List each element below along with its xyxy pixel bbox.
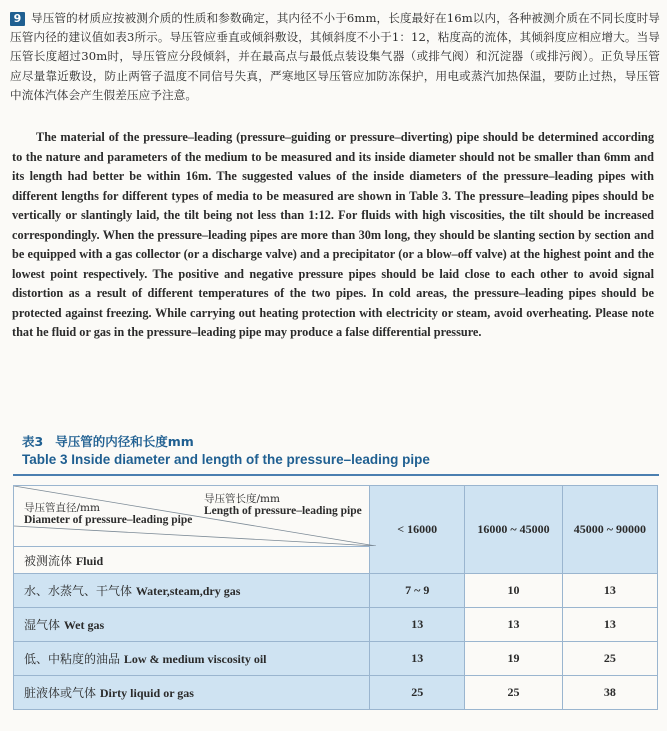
row-label — [14, 608, 370, 642]
row-label — [14, 642, 370, 676]
row-label — [14, 676, 370, 710]
table-cell: 7 ~ 9 — [370, 574, 465, 608]
column-header-3: 45000 ~ 90000 — [562, 486, 657, 574]
table-row — [14, 676, 658, 710]
row-label-cn: 水、水蒸气、干气体 — [24, 584, 133, 598]
row-label-cn: 脏液体或气体 — [24, 686, 97, 700]
table-cell: 13 — [370, 608, 465, 642]
table-row — [14, 608, 658, 642]
row-label — [14, 574, 370, 608]
table-cell: 10 — [465, 574, 562, 608]
section-number-badge: 9 — [10, 12, 25, 26]
table-cell: 13 — [465, 608, 562, 642]
table-row — [14, 642, 658, 676]
row-label-en: Water,steam,dry gas — [135, 584, 241, 598]
header-fluid-cn: 被测流体 — [24, 553, 73, 568]
table-cell: 25 — [370, 676, 465, 710]
chinese-paragraph — [10, 9, 660, 105]
row-label-cn: 低、中粘度的油品 — [24, 652, 121, 666]
column-header-1: < 16000 — [370, 486, 465, 574]
row-label-en: Wet gas — [63, 618, 105, 632]
table-cell: 38 — [562, 676, 657, 710]
header-fluid-en: Fluid — [75, 553, 104, 568]
table-title-cn-text: 导压管的内径和长度mm — [55, 434, 194, 449]
table-cell: 19 — [465, 642, 562, 676]
column-header-2: 16000 ~ 45000 — [465, 486, 562, 574]
table-title-rule — [13, 474, 659, 476]
chinese-paragraph-text: 导压管的材质应按被测介质的性质和参数确定，其内径不小于6mm，长度最好在16m以内，各种被测介质在不同长度时导压管内径的建议值如表3所示。导压管应垂直或倾斜敷设，其倾斜度不小于1：12，粘度高的流体，其倾斜度应相应增大。当导压管长度超过30m时，导压管应分段倾斜，并在最高点与最低点装设集气器（或排气阀）和沉淀器（或排污阀）。正负导压管应尽量靠近敷设，防止两管子温度不同信号失真，严寒地区导压管应加防冻保护，用电或蒸汽加热保温，要防止过热，导压管中流体汽体会产生假差压应予注意。 — [10, 11, 660, 102]
table-cell: 13 — [562, 608, 657, 642]
header-diameter-cn: 导压管直径/mm — [24, 502, 100, 514]
header-length-cn: 导压管长度/mm — [204, 493, 280, 505]
table-header-row — [14, 486, 658, 547]
table-diagonal-header — [14, 486, 370, 547]
english-paragraph: The material of the pressure–leading (pressure–guiding or pressure–diverting) pipe should be determined according to the nature and parameters of the medium to be measured and its inside diameter should not be smaller than 6mm and its length had better be within 16m. The suggested values of the inside diameters of the pressure–leading pipes with different lengths for different types of media to be measured are shown in Table 3. The pressure–leading pipes should be vertically or slantingly laid, the tilt being not less than 1:12. For fluids with high viscosities, the tilt should be increased correspondingly. When the pressure–leading pipes are more than 30m long, they should be slanting section by section and be equipped with a gas collector (or a discharge valve) and a precipitator (or a blow–off valve) at the highest point and the lowest point respectively. The positive and negative pressure pipes should be laid close to each other to avoid signal distortion as a result of different temperatures of the two pipes. In cold areas, the pressure–leading pipes should be protected against freezing. While carrying out heating protection with electricity or steam, avoid overheating. Please note that he fluid or gas in the pressure–leading pipe may produce a false differential pressure. — [12, 130, 654, 339]
row-label-cn: 湿气体 — [24, 618, 61, 632]
table-label-cn: 表3 — [22, 434, 44, 449]
table-cell: 25 — [562, 642, 657, 676]
header-length-en: Length of pressure–leading pipe — [204, 505, 362, 517]
table-title-cn — [22, 432, 194, 450]
table-cell: 25 — [465, 676, 562, 710]
row-label-en: Dirty liquid or gas — [99, 686, 194, 700]
row-label-en: Low & medium viscosity oil — [123, 652, 267, 666]
header-diameter-en: Diameter of pressure–leading pipe — [24, 514, 193, 526]
table-title-en: Table 3 Inside diameter and length of the pressure–leading pipe — [22, 452, 430, 467]
pipe-dimension-table — [13, 485, 658, 710]
table-row — [14, 574, 658, 608]
table-cell: 13 — [562, 574, 657, 608]
table-cell: 13 — [370, 642, 465, 676]
header-fluid — [14, 547, 370, 574]
